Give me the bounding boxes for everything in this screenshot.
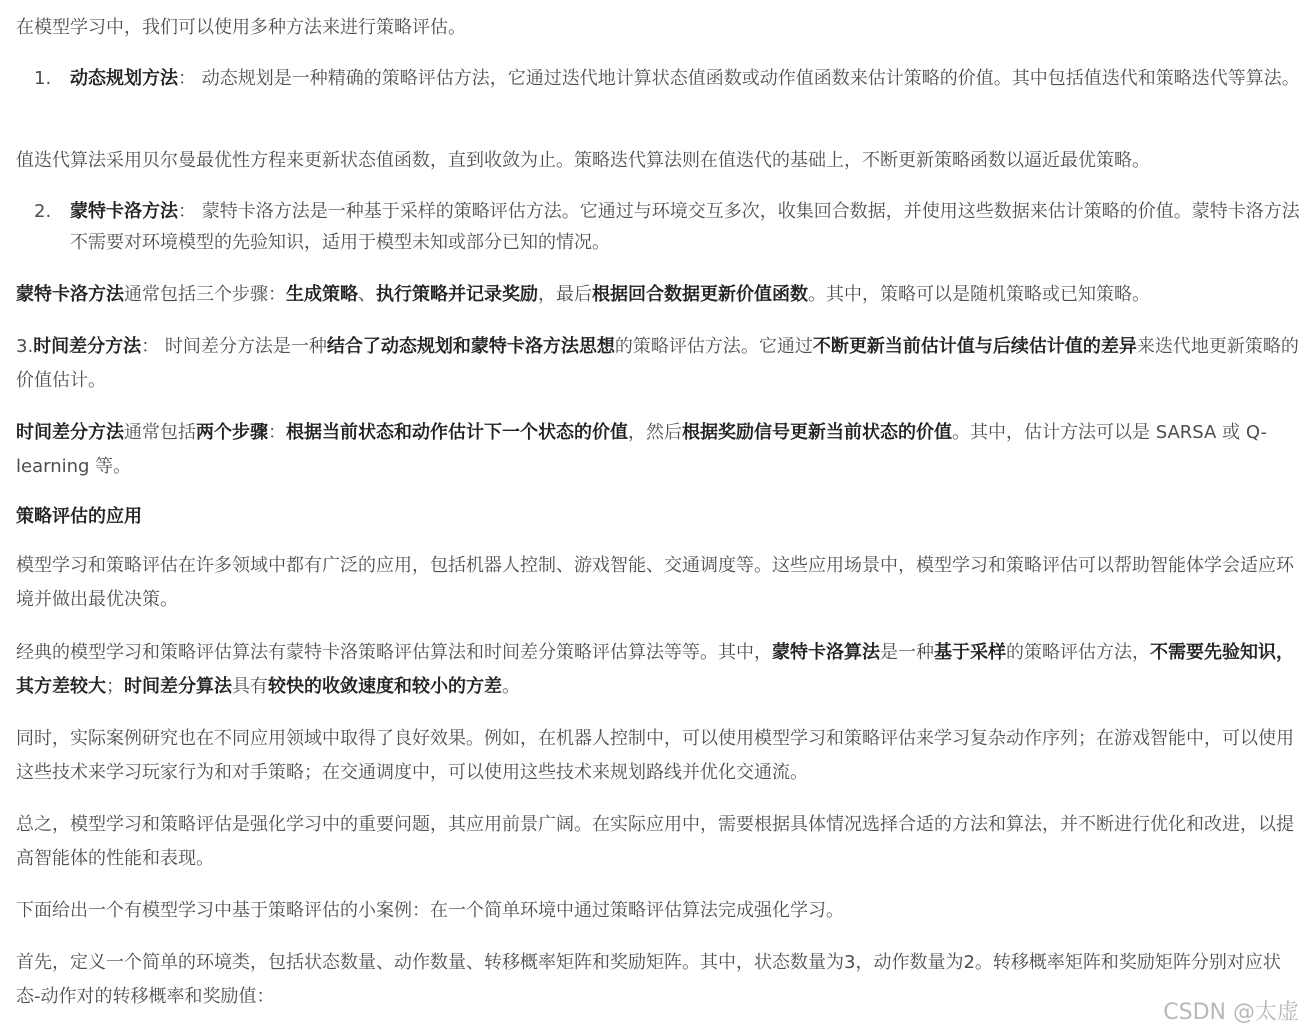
text: ，最后 bbox=[538, 284, 592, 305]
colon: ： bbox=[178, 68, 196, 89]
mc-steps-paragraph bbox=[16, 278, 1304, 312]
text: 来迭代地更新策略的价值估计。 bbox=[16, 336, 1299, 391]
list-number: 3. bbox=[16, 336, 34, 357]
example-intro-paragraph: 下面给出一个有模型学习中基于策略评估的小案例：在一个简单环境中通过策略评估算法完成强化学习。 bbox=[16, 900, 844, 921]
text: 。其中，估计方法可以是 SARSA 或 Q-learning 等。 bbox=[16, 422, 1267, 477]
environment-paragraph: 首先，定义一个简单的环境类，包括状态数量、动作数量、转移概率矩阵和奖励矩阵。其中，状态数量为3，动作数量为2。转移概率矩阵和奖励矩阵分别对应状态-动作对的转移概率和奖励值： bbox=[16, 952, 1281, 1007]
text: 的策略评估方法。它通过 bbox=[614, 336, 813, 357]
text: 通常包括三个步骤： bbox=[124, 284, 286, 305]
td-paragraph bbox=[16, 330, 1304, 398]
emph: 执行策略并记录奖励 bbox=[376, 284, 538, 305]
summary-paragraph: 总之，模型学习和策略评估是强化学习中的重要问题，其应用前景广阔。在实际应用中，需要根据具体情况选择合适的方法和算法，并不断进行优化和改进，以提高智能体的性能和表现。 bbox=[16, 814, 1294, 869]
term-monte-carlo: 蒙特卡洛方法 bbox=[70, 201, 178, 222]
list-number: 2. bbox=[34, 201, 52, 222]
dp-description: 动态规划是一种精确的策略评估方法，它通过迭代地计算状态值函数或动作值函数来估计策略的价值。其中包括值迭代和策略迭代等算法。 bbox=[201, 68, 1300, 89]
term-td: 时间差分方法 bbox=[33, 336, 142, 357]
text: 是一种 bbox=[880, 642, 934, 663]
text: 的策略评估方法， bbox=[1006, 642, 1150, 663]
emph: 蒙特卡洛算法 bbox=[772, 642, 880, 663]
emph: 根据当前状态和动作估计下一个状态的价值 bbox=[286, 422, 628, 443]
emph: 时间差分方法 bbox=[16, 422, 124, 443]
list-item-body bbox=[70, 196, 1304, 258]
csdn-watermark: CSDN @太虚 bbox=[1163, 1000, 1299, 1025]
list-item-body bbox=[70, 63, 1304, 94]
colon: ： bbox=[178, 201, 196, 222]
section-heading-applications: 策略评估的应用 bbox=[16, 506, 142, 527]
emph: 时间差分算法 bbox=[124, 676, 232, 697]
emph: 蒙特卡洛方法 bbox=[16, 284, 124, 305]
emph: 根据回合数据更新价值函数 bbox=[592, 284, 808, 305]
emph: 较快的收敛速度和较小的方差 bbox=[268, 676, 502, 697]
case-studies-paragraph: 同时，实际案例研究也在不同应用领域中取得了良好效果。例如，在机器人控制中，可以使用模型学习和策略评估来学习复杂动作序列；在游戏智能中，可以使用这些技术来学习玩家行为和对手策略；在交通调度中，可以使用这些技术来规划路线并优化交通流。 bbox=[16, 728, 1294, 783]
text: 具有 bbox=[232, 676, 268, 697]
emph: 基于采样 bbox=[934, 642, 1006, 663]
emph: 不需要先验知识，其方差较大 bbox=[16, 642, 1294, 697]
emph: 不断更新当前估计值与后续估计值的差异 bbox=[812, 336, 1137, 357]
emph: 结合了动态规划和蒙特卡洛方法思想 bbox=[326, 336, 615, 357]
emph: 生成策略 bbox=[286, 284, 358, 305]
value-iteration-paragraph: 值迭代算法采用贝尔曼最优性方程来更新状态值函数，直到收敛为止。策略迭代算法则在值迭代的基础上，不断更新策略函数以逼近最优策略。 bbox=[16, 150, 1150, 171]
text: ，然后 bbox=[628, 422, 682, 443]
text: 。 bbox=[502, 676, 520, 697]
text: 。其中，策略可以是随机策略或已知策略。 bbox=[808, 284, 1150, 305]
intro-paragraph: 在模型学习中，我们可以使用多种方法来进行策略评估。 bbox=[16, 17, 466, 38]
text: ； bbox=[106, 676, 124, 697]
text: 、 bbox=[358, 284, 376, 305]
text: 经典的模型学习和策略评估算法有蒙特卡洛策略评估算法和时间差分策略评估算法等等。其中， bbox=[16, 642, 772, 663]
classic-algorithms-paragraph bbox=[16, 636, 1304, 704]
term-dynamic-programming: 动态规划方法 bbox=[70, 68, 178, 89]
td-steps-paragraph bbox=[16, 416, 1304, 484]
text: ： 时间差分方法是一种 bbox=[141, 336, 327, 357]
text: 通常包括 bbox=[124, 422, 196, 443]
mc-description: 蒙特卡洛方法是一种基于采样的策略评估方法。它通过与环境交互多次，收集回合数据，并使用这些数据来估计策略的价值。蒙特卡洛方法不需要对环境模型的先验知识，适用于模型未知或部分已知的情况。 bbox=[70, 201, 1300, 253]
applications-paragraph: 模型学习和策略评估在许多领域中都有广泛的应用，包括机器人控制、游戏智能、交通调度等。这些应用场景中，模型学习和策略评估可以帮助智能体学会适应环境并做出最优决策。 bbox=[16, 555, 1294, 610]
text: ： bbox=[268, 422, 286, 443]
emph: 根据奖励信号更新当前状态的价值 bbox=[682, 422, 952, 443]
list-number: 1. bbox=[34, 68, 52, 89]
emph: 两个步骤 bbox=[196, 422, 268, 443]
